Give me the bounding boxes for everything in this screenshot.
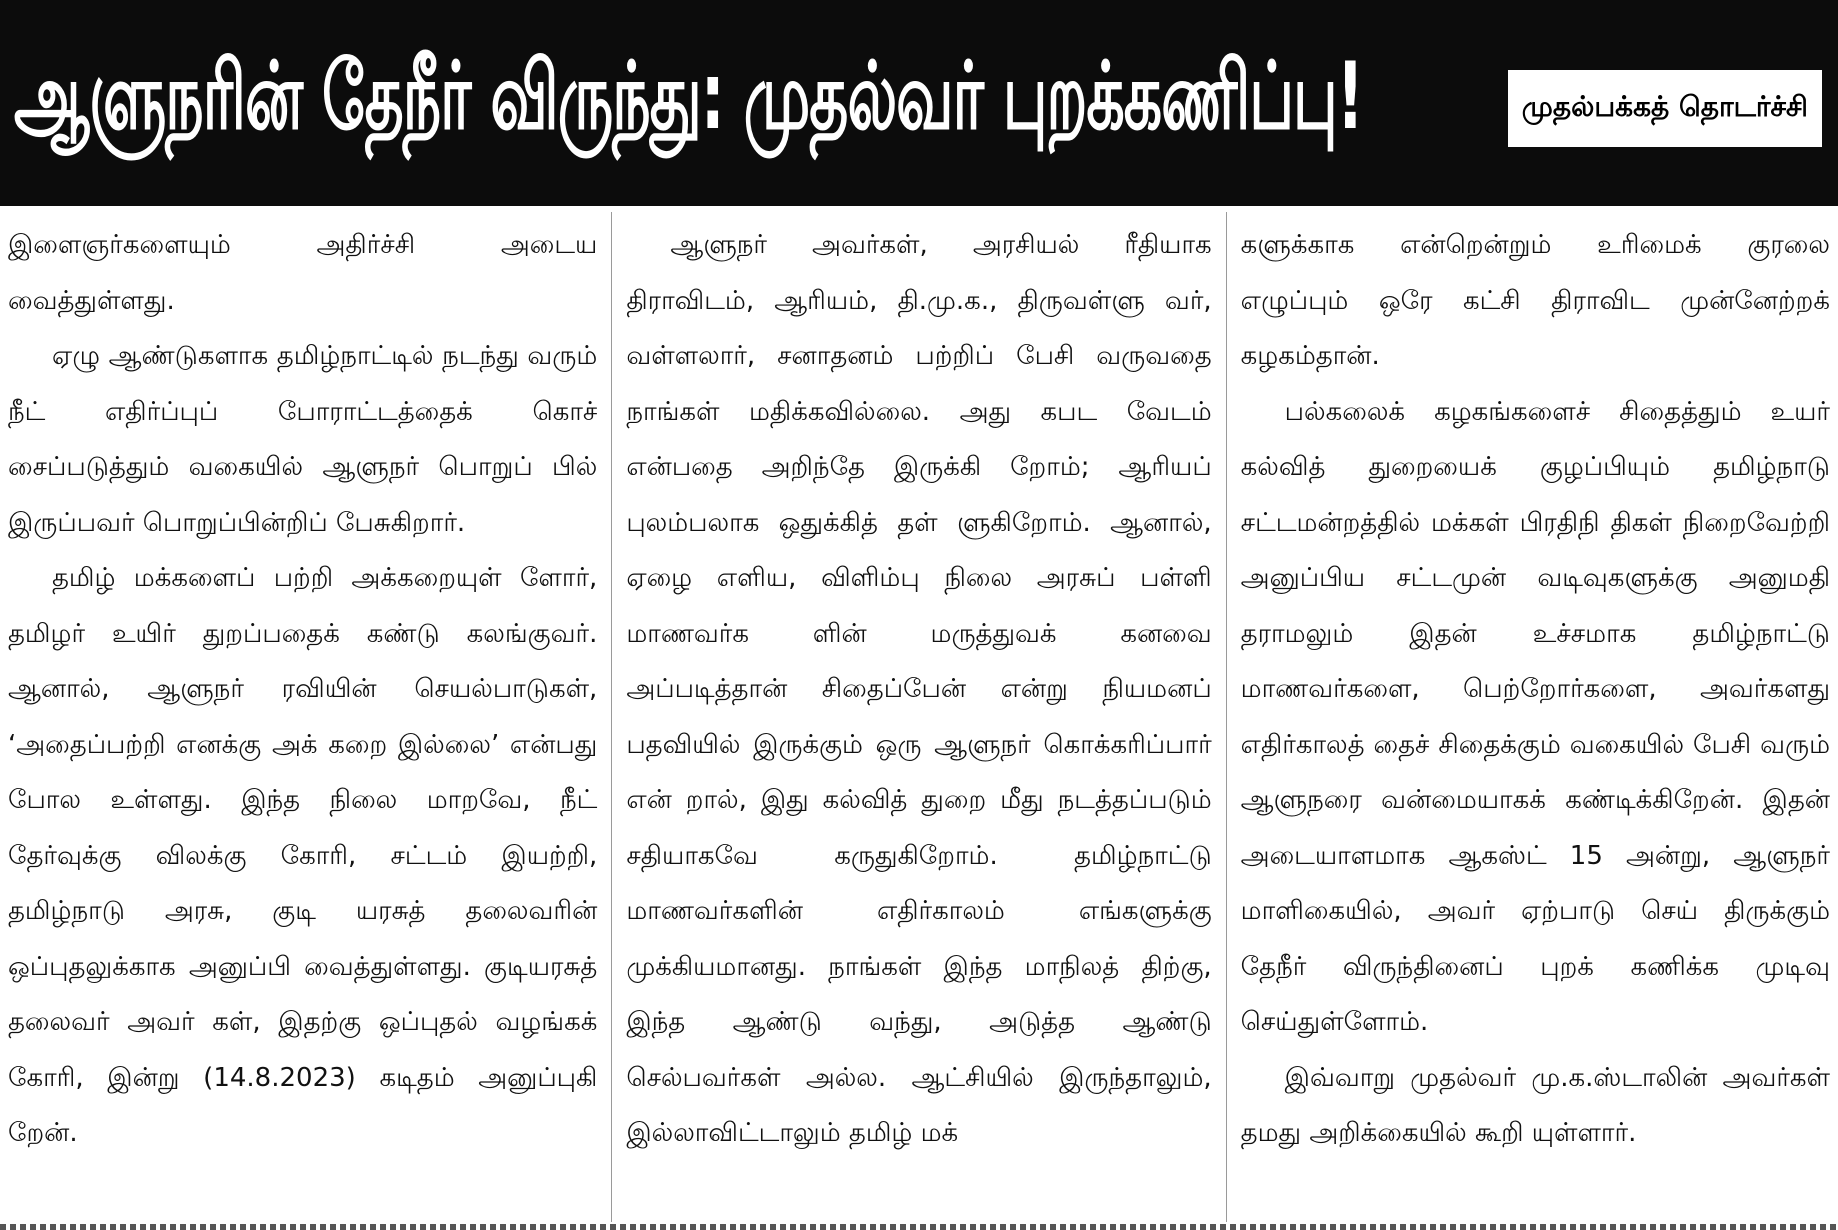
paragraph: இளைஞர்களையும் அதிர்ச்சி அடைய வைத்துள்ளது.	[8, 230, 598, 316]
paragraph: ஆளுநர் அவர்கள், அரசியல் ரீதியாக திராவிடம், ஆரியம், தி.மு.க., திருவள்ளு வர், வள்ளலார், சனாதனம் பற்றிப் பேசி வருவதை நாங்கள் மதிக்கவில்லை. அது கபட வேடம் என்பதை அறிந்தே இருக்கி றோம்; ஆரியப் புலம்பலாக ஒதுக்கித் தள் ளுகிறோம். ஆனால், ஏழை எளிய, விளிம்பு நிலை அரசுப் பள்ளி மாணவர்க ளின் மருத்துவக் கனவை அப்படித்தான் சிதைப்பேன் என்று நியமனப் பதவியில் இருக்கும் ஒரு ஆளுநர் கொக்கரிப்பார் என் றால், இது கல்வித் துறை மீது நடத்தப்படும் சதியாகவே கருதுகிறோம். தமிழ்நாட்டு மாணவர்களின் எதிர்காலம் எங்களுக்கு முக்கியமானது. நாங்கள் இந்த மாநிலத் திற்கு, இந்த ஆண்டு வந்து, அடுத்த ஆண்டு செல்பவர்கள் அல்ல. ஆட்சியில் இருந்தாலும், இல்லாவிட்டாலும் தமிழ் மக்	[626, 230, 1212, 1148]
paragraph: களுக்காக என்றென்றும் உரிமைக் குரலை எழுப்பும் ஒரே கட்சி திராவிட முன்னேற்றக் கழகம்தான்.	[1240, 230, 1830, 371]
article-body	[0, 212, 1838, 1222]
paragraph: இவ்வாறு முதல்வர் மு.க.ஸ்டாலின் அவர்கள் தமது அறிக்கையில் கூறி யுள்ளார்.	[1240, 1062, 1830, 1148]
article-column-1	[0, 212, 611, 1222]
paragraph: பல்கலைக் கழகங்களைச் சிதைத்தும் உயர் கல்வித் துறையைக் குழப்பியும் தமிழ்நாடு சட்டமன்றத்தில் மக்கள் பிரதிநி திகள் நிறைவேற்றி அனுப்பிய சட்டமுன் வடிவுகளுக்கு அனுமதி தராமலும் இதன் உச்சமாக தமிழ்நாட்டு மாணவர்களை, பெற்றோர்களை, அவர்களது எதிர்காலத் தைச் சிதைக்கும் வகையில் பேசி வரும் ஆளுநரை வன்மையாகக் கண்டிக்கிறேன். இதன் அடையாளமாக ஆகஸ்ட் 15 அன்று, ஆளுநர் மாளிகையில், அவர் ஏற்பாடு செய் திருக்கும் தேநீர் விருந்தினைப் புறக் கணிக்க முடிவு செய்துள்ளோம்.	[1240, 396, 1830, 1037]
article-column-3	[1227, 212, 1838, 1222]
article-column-2	[612, 212, 1225, 1222]
paragraph: தமிழ் மக்களைப் பற்றி அக்கறையுள் ளோர், தமிழர் உயிர் துறப்பதைக் கண்டு கலங்குவர். ஆனால், ஆளுநர் ரவியின் செயல்பாடுகள், ‘அதைப்பற்றி எனக்கு அக் கறை இல்லை’ என்பது போல உள்ளது. இந்த நிலை மாறவே, நீட் தேர்வுக்கு விலக்கு கோரி, சட்டம் இயற்றி, தமிழ்நாடு அரசு, குடி யரசுத் தலைவரின் ஒப்புதலுக்காக அனுப்பி வைத்துள்ளது. குடியரசுத் தலைவர் அவர் கள், இதற்கு ஒப்புதல் வழங்கக் கோரி, இன்று (14.8.2023) கடிதம் அனுப்புகி றேன்.	[8, 563, 598, 1148]
headline-banner	[0, 0, 1838, 206]
paragraph: ஏழு ஆண்டுகளாக தமிழ்நாட்டில் நடந்து வரும் நீட் எதிர்ப்புப் போராட்டத்தைக் கொச் சைப்படுத்தும் வகையில் ஆளுநர் பொறுப் பில் இருப்பவர் பொறுப்பின்றிப் பேசுகிறார்.	[8, 341, 598, 538]
continuation-label: முதல்பக்கத் தொடர்ச்சி	[1508, 70, 1822, 147]
headline: ஆளுநரின் தேநீர் விருந்து: முதல்வர் புறக்கணிப்பு!	[14, 42, 1363, 152]
page-bottom-edge	[0, 1224, 1838, 1230]
